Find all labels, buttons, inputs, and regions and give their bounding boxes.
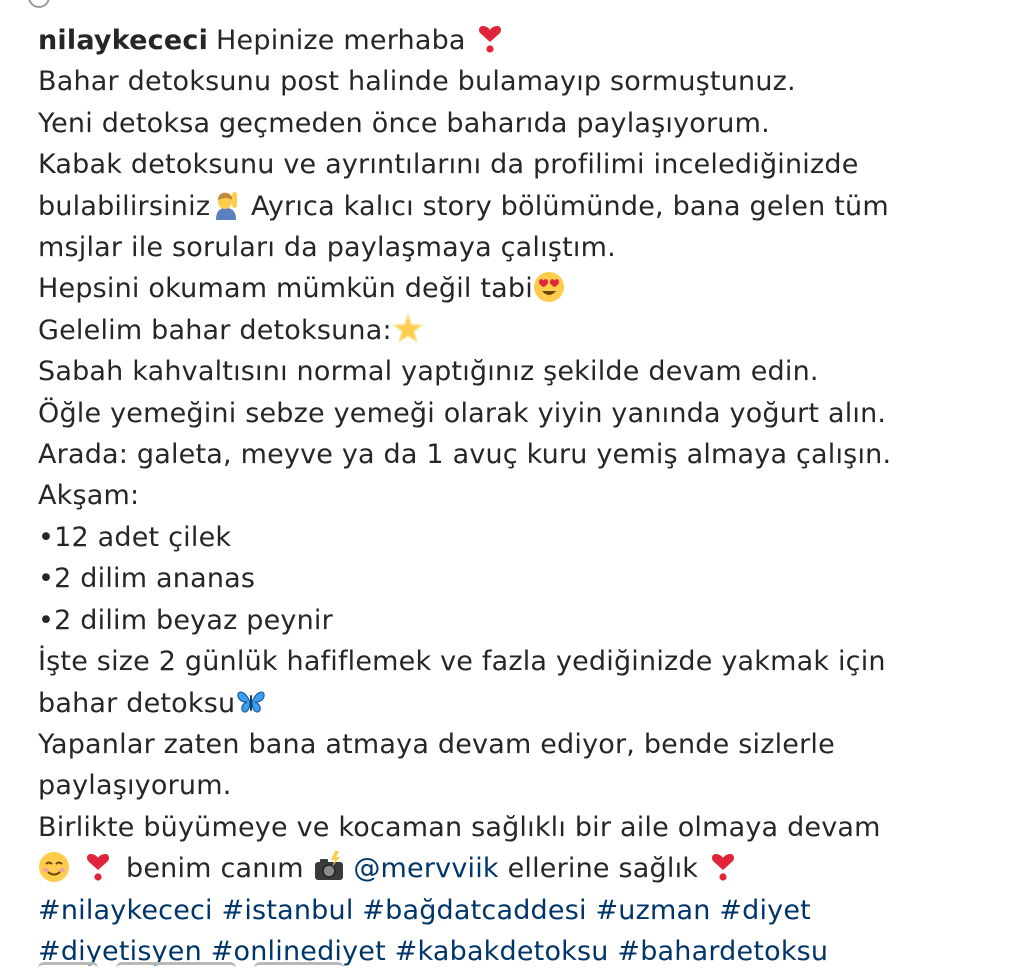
caption-line: Yapanlar zaten bana atmaya devam ediyor, bende sizlerle (38, 728, 835, 760)
hashtags-line[interactable]: #nilaykececi #istanbul #bağdatcaddesi #uzman #diyet (38, 894, 811, 926)
list-item: •2 dilim ananas (38, 563, 256, 595)
mention-link[interactable]: @mervviik (353, 853, 499, 885)
camera-with-flash-icon (313, 851, 345, 883)
caption-line: Sabah kahvaltısını normal yaptığınız şekilde devam edin. (38, 356, 819, 388)
caption-line (38, 848, 998, 889)
divider (116, 962, 236, 979)
caption-text: bulabilirsiniz (38, 190, 211, 222)
caption-line (38, 268, 998, 309)
username-link[interactable]: nilaykececi (38, 25, 209, 56)
glowing-star-icon (392, 313, 424, 345)
caption-line-1 (38, 20, 998, 61)
caption-text: benim canım (126, 853, 304, 885)
caption-text: bahar detoksu (38, 687, 236, 719)
list-item: •12 adet çilek (38, 521, 232, 553)
post-caption (38, 20, 998, 972)
cropped-footer (38, 962, 344, 979)
caption-text: Gelelim bahar detoksuna: (38, 314, 392, 346)
caption-line: Bahar detoksunu post halinde bulamayıp sormuştunuz. (38, 66, 796, 98)
caption-text: Hepinize merhaba (216, 25, 466, 56)
hashtags-line[interactable]: #diyetisyen #onlinediyet #kabakdetoksu #bahardetoksu (38, 935, 829, 967)
heavy-heart-exclamation-icon (474, 23, 506, 55)
caption-text: ellerine sağlık (507, 853, 699, 885)
smiling-face-heart-eyes-icon (533, 271, 565, 303)
caption-line: Yeni detoksa geçmeden önce baharıda paylaşıyorum. (38, 107, 770, 139)
person-raising-hand-icon (210, 189, 242, 221)
heavy-heart-exclamation-icon (82, 851, 114, 883)
caption-line: Akşam: (38, 480, 140, 512)
list-item: •2 dilim beyaz peynir (38, 604, 333, 636)
caption-line: Öğle yemeğini sebze yemeği olarak yiyin yanında yoğurt alın. (38, 397, 887, 429)
caption-line: paylaşıyorum. (38, 770, 232, 802)
caption-line: Arada: galeta, meyve ya da 1 avuç kuru yemiş almaya çalışın. (38, 439, 892, 471)
caption-line (38, 683, 998, 724)
caption-line: Kabak detoksunu ve ayrıntılarını da profilimi incelediğinizde (38, 149, 859, 181)
butterfly-icon (235, 686, 267, 718)
caption-text: Ayrıca kalıcı story bölümünde, bana gelen tüm (251, 190, 889, 222)
divider (254, 962, 344, 979)
divider (38, 962, 98, 979)
heavy-heart-exclamation-icon (707, 851, 739, 883)
caption-line (38, 186, 998, 227)
avatar[interactable] (28, 0, 50, 8)
caption-text: Hepsini okumam mümkün değil tabi (38, 273, 533, 305)
smiling-face-icon (38, 851, 70, 883)
caption-line: Birlikte büyümeye ve kocaman sağlıklı bir aile olmaya devam (38, 811, 881, 843)
caption-line: msjlar ile soruları da paylaşmaya çalıştım. (38, 232, 616, 264)
caption-line (38, 310, 998, 351)
caption-line: İşte size 2 günlük hafiflemek ve fazla yediğinizde yakmak için (38, 646, 886, 678)
